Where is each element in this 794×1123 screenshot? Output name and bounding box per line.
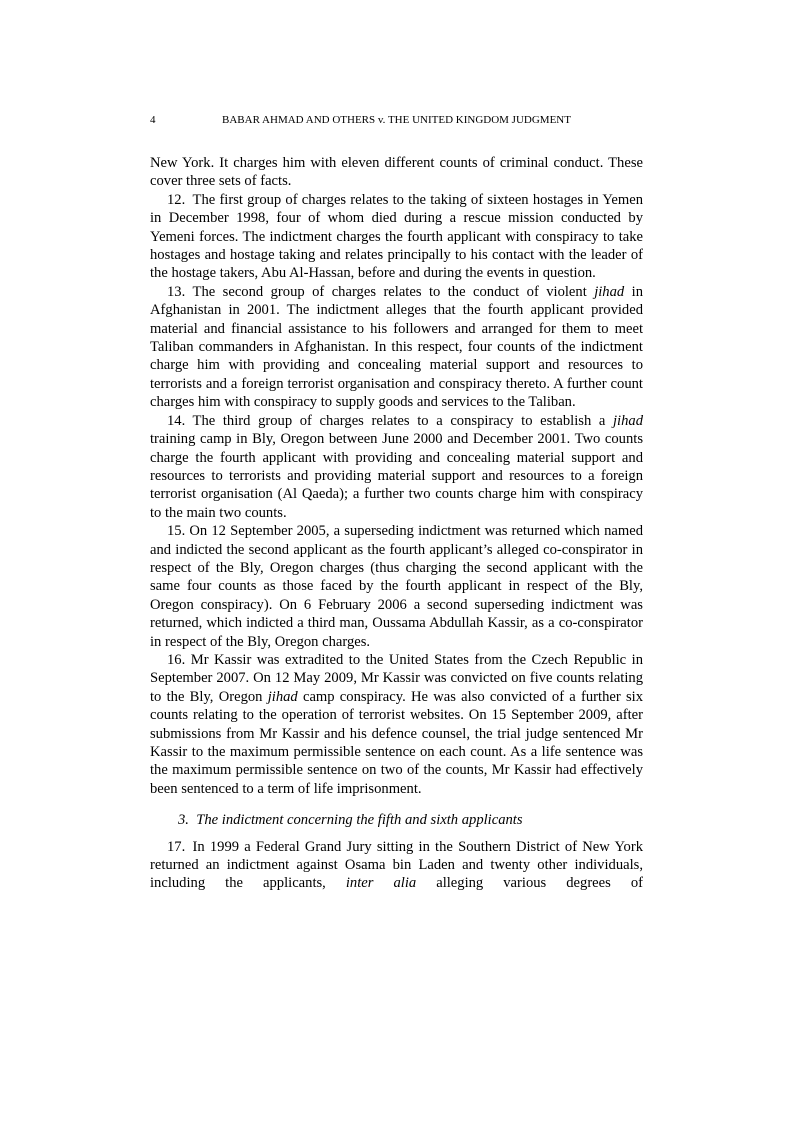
page-number: 4 <box>150 114 156 126</box>
section-heading: 3. The indictment concerning the fifth and sixth applicants <box>178 812 523 829</box>
paragraph-continuation: New York. It charges him with eleven different counts of criminal conduct. These cover three sets of facts. <box>150 155 643 190</box>
paragraph-14: 14. The third group of charges relates to a conspiracy to establish a jihad training camp in Bly, Oregon between June 2000 and December 2001. Two counts charge the fourth applicant with providing and concealing material support and resources to terrorists and providing material support and resources to a foreign terrorist organisation (Al Qaeda); a further two counts charge him with conspiracy to the main two counts. <box>150 412 643 521</box>
paragraph-15: 15. On 12 September 2005, a superseding indictment was returned which named and indicted the second applicant as the fourth applicant’s alleged co-conspirator in respect of the Bly, Oregon charges (thus charging the second applicant with the same four counts as those faced by the fourth applicant in respect of the Bly, Oregon conspiracy). On 6 February 2006 a second superseding indictment was returned, which indicted a third man, Oussama Abdullah Kassir, as a co-conspirator in respect of the Bly, Oregon charges. <box>150 523 643 650</box>
paragraph-16: 16. Mr Kassir was extradited to the United States from the Czech Republic in September 2007. On 12 May 2009, Mr Kassir was convicted on five counts relating to the Bly, Oregon jihad camp conspiracy. He was also convicted of a further six counts relating to the operation of terrorist websites. On 15 September 2009, after submissions from Mr Kassir and his defence counsel, the trial judge sentenced Mr Kassir to the maximum permissible sentence on each count. As a life sentence was the maximum permissible sentence on two of the counts, Mr Kassir had effectively been sentenced to a term of life imprisonment. <box>150 651 643 797</box>
paragraph-17: 17. In 1999 a Federal Grand Jury sitting in the Southern District of New York returned an indictment against Osama bin Laden and twenty other individuals, including the applicants, inter alia alleging various degrees of <box>150 838 644 892</box>
running-title: BABAR AHMAD AND OTHERS v. THE UNITED KINGDOM JUDGMENT <box>222 114 571 126</box>
page-header <box>150 113 643 127</box>
document-body <box>150 154 643 893</box>
paragraph-13: 13. The second group of charges relates to the conduct of violent jihad in Afghanistan in 2001. The indictment alleges that the fourth applicant provided material and financial assistance to his followers and arranged for them to meet Taliban commanders in Afghanistan. In this respect, four counts of the indictment charge him with providing and concealing material support and resources to terrorists and a foreign terrorist organisation and conspiracy thereto. A further count charges him with conspiracy to supply goods and services to the Taliban. <box>150 283 643 411</box>
paragraph-12: 12. The first group of charges relates to the taking of sixteen hostages in Yemen in December 1998, four of whom died during a rescue mission conducted by Yemeni forces. The indictment charges the fourth applicant with conspiracy to take hostages and hostage taking and relates principally to his contact with the leader of the hostage takers, Abu Al-Hassan, before and during the events in question. <box>150 191 643 282</box>
